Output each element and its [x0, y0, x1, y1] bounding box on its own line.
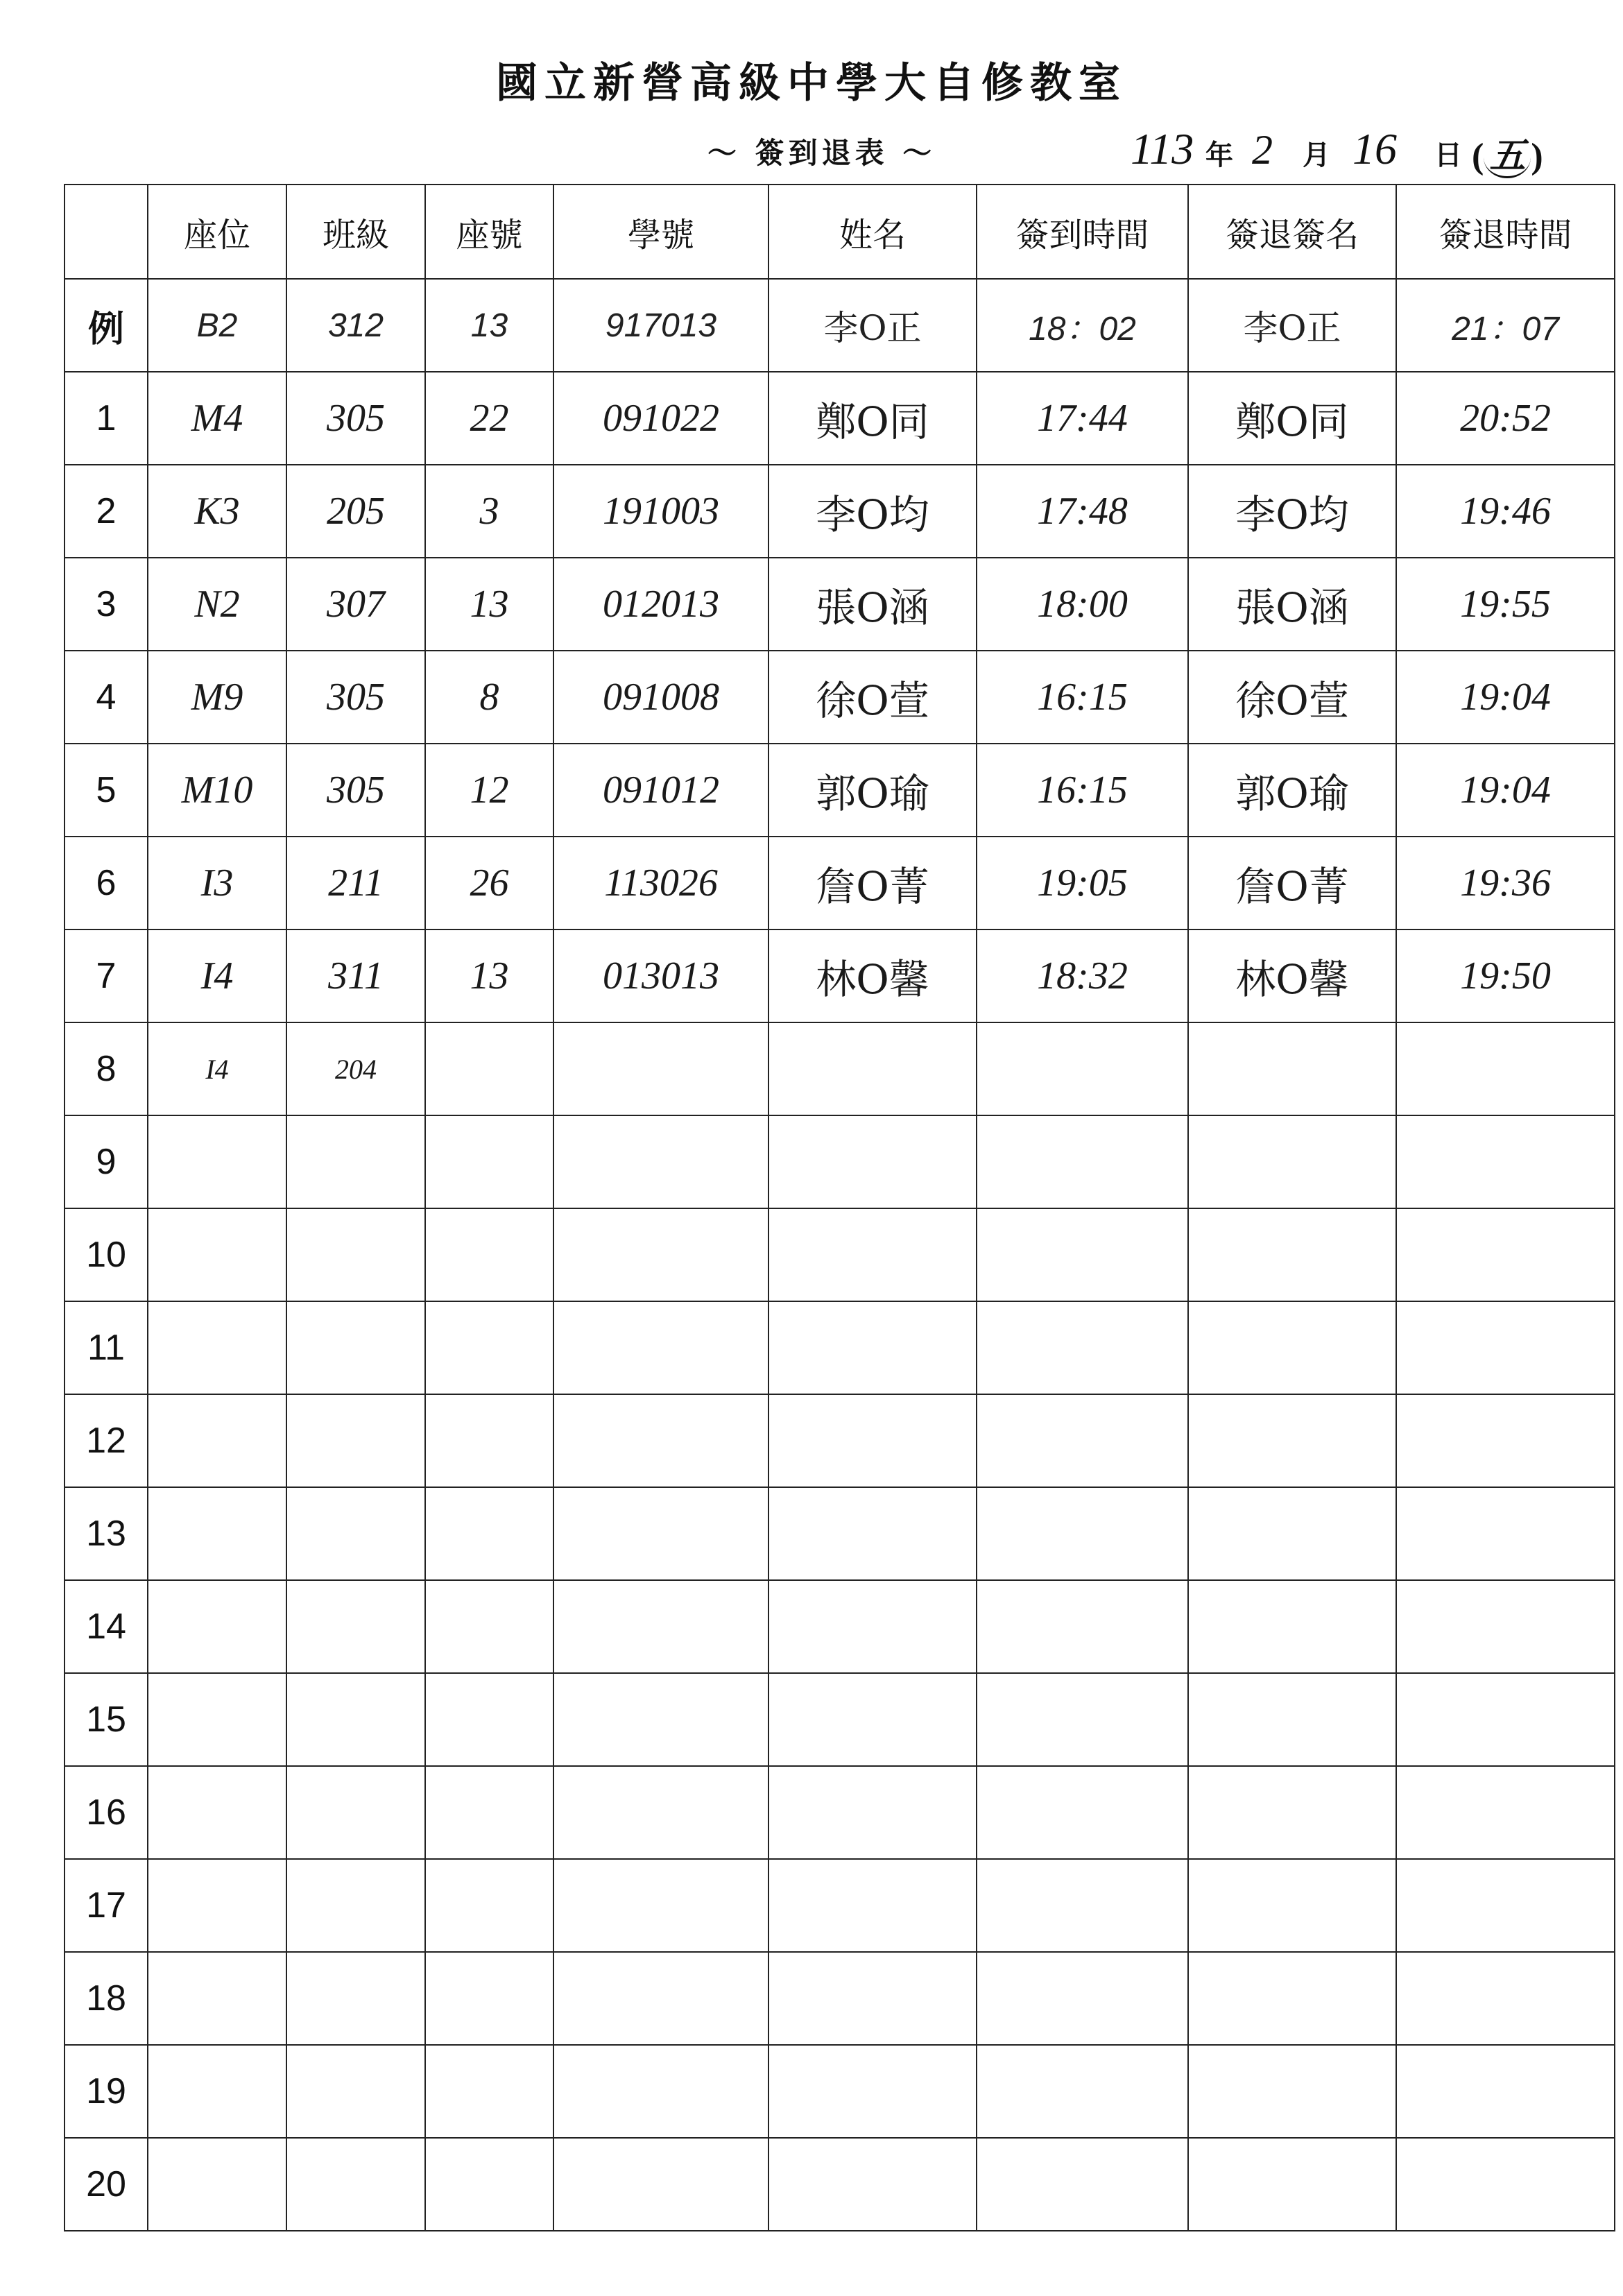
seat-cell [148, 2045, 286, 2138]
table-row [65, 2138, 1615, 2231]
row-number: 12 [65, 1394, 148, 1487]
signout-signature-cell [1188, 1487, 1396, 1580]
sign-in-time-cell: 16:15 [977, 651, 1188, 744]
class-cell [286, 1487, 425, 1580]
seat-cell [148, 1208, 286, 1301]
seat-cell [148, 1394, 286, 1487]
name-cell [768, 1394, 977, 1487]
class-cell: 305 [286, 651, 425, 744]
table-row [65, 1022, 1615, 1115]
example-class: 312 [286, 279, 425, 372]
row-number: 3 [65, 558, 148, 651]
class-cell [286, 1115, 425, 1208]
seat-cell: I3 [148, 837, 286, 929]
seat-cell [148, 1952, 286, 2045]
signout-signature-cell: 詹O菁 [1188, 837, 1396, 929]
student-id-cell [553, 1766, 768, 1859]
date-day-unit: 日 [1434, 139, 1462, 171]
row-number: 5 [65, 744, 148, 837]
name-cell: 張O涵 [768, 558, 977, 651]
class-cell [286, 1580, 425, 1673]
seat-number-cell: 22 [425, 372, 553, 465]
seat-cell [148, 1580, 286, 1673]
class-cell [286, 1952, 425, 2045]
sign-out-time-cell: 20:52 [1396, 372, 1615, 465]
sign-out-time-cell: 19:04 [1396, 651, 1615, 744]
name-cell [768, 1022, 977, 1115]
sign-in-time-cell [977, 1208, 1188, 1301]
sign-out-time-cell [1396, 1859, 1615, 1952]
example-signout-signature: 李O正 [1188, 279, 1396, 372]
table-row [65, 1952, 1615, 2045]
signout-signature-cell [1188, 1022, 1396, 1115]
sign-in-time-cell [977, 2045, 1188, 2138]
student-id-cell [553, 1580, 768, 1673]
name-cell: 鄭O同 [768, 372, 977, 465]
row-number: 20 [65, 2138, 148, 2231]
date-year-unit: 年 [1205, 139, 1233, 171]
student-id-cell [553, 1301, 768, 1394]
name-cell: 詹O菁 [768, 837, 977, 929]
date-weekday-value: 五 [1484, 137, 1531, 178]
row-number: 10 [65, 1208, 148, 1301]
seat-number-cell [425, 1487, 553, 1580]
signout-signature-cell [1188, 1766, 1396, 1859]
table-row [65, 1301, 1615, 1394]
table-row [65, 1859, 1615, 1952]
table-row [65, 1487, 1615, 1580]
sign-in-time-cell [977, 1022, 1188, 1115]
col-sign-in-time-header: 簽到時間 [977, 185, 1188, 279]
row-number: 2 [65, 465, 148, 558]
table-row [65, 744, 1615, 837]
sign-in-time-cell [977, 1115, 1188, 1208]
table-row [65, 929, 1615, 1022]
row-number: 11 [65, 1301, 148, 1394]
name-cell [768, 2138, 977, 2231]
seat-number-cell [425, 2138, 553, 2231]
signout-signature-cell [1188, 1394, 1396, 1487]
signout-signature-cell [1188, 1301, 1396, 1394]
col-sign-out-time-header: 簽退時間 [1396, 185, 1615, 279]
date-month: 2 [1252, 127, 1273, 173]
signout-signature-cell [1188, 2138, 1396, 2231]
seat-number-cell [425, 1208, 553, 1301]
student-id-cell [553, 1673, 768, 1766]
example-row [65, 279, 1615, 372]
student-id-cell: 091008 [553, 651, 768, 744]
sign-out-time-cell: 19:36 [1396, 837, 1615, 929]
signout-signature-cell [1188, 1952, 1396, 2045]
class-cell: 204 [286, 1022, 425, 1115]
name-cell [768, 2045, 977, 2138]
row-number: 13 [65, 1487, 148, 1580]
date-day: 16 [1352, 124, 1397, 173]
table-header-row [65, 185, 1615, 279]
student-id-cell: 091012 [553, 744, 768, 837]
seat-cell: N2 [148, 558, 286, 651]
signout-signature-cell: 李O均 [1188, 465, 1396, 558]
class-cell: 205 [286, 465, 425, 558]
row-number: 15 [65, 1673, 148, 1766]
student-id-cell [553, 2045, 768, 2138]
seat-number-cell: 13 [425, 558, 553, 651]
name-cell [768, 1115, 977, 1208]
sign-in-time-cell [977, 2138, 1188, 2231]
class-cell [286, 1766, 425, 1859]
name-cell: 李O均 [768, 465, 977, 558]
seat-cell [148, 1115, 286, 1208]
class-cell [286, 2138, 425, 2231]
signout-signature-cell: 徐O萱 [1188, 651, 1396, 744]
sign-in-time-cell [977, 1766, 1188, 1859]
row-number: 17 [65, 1859, 148, 1952]
seat-number-cell [425, 1952, 553, 2045]
student-id-cell [553, 2138, 768, 2231]
date-year: 113 [1131, 124, 1194, 173]
signout-signature-cell: 鄭O同 [1188, 372, 1396, 465]
name-cell [768, 1859, 977, 1952]
col-class-header: 班級 [286, 185, 425, 279]
sign-in-time-cell [977, 1301, 1188, 1394]
sign-in-time-cell: 17:48 [977, 465, 1188, 558]
col-signout-signature-header: 簽退簽名 [1188, 185, 1396, 279]
sign-table [64, 184, 1615, 2231]
sign-out-time-cell [1396, 1952, 1615, 2045]
example-sign-out-time: 21：07 [1396, 279, 1615, 372]
example-number: 13 [425, 279, 553, 372]
date-month-unit: 月 [1303, 139, 1330, 171]
row-number: 8 [65, 1022, 148, 1115]
page-title: 國立新營高級中學大自修教室 [496, 59, 1127, 108]
seat-number-cell: 26 [425, 837, 553, 929]
class-cell [286, 1208, 425, 1301]
student-id-cell: 191003 [553, 465, 768, 558]
seat-number-cell [425, 1301, 553, 1394]
table-row [65, 1115, 1615, 1208]
name-cell [768, 1301, 977, 1394]
example-seat: B2 [148, 279, 286, 372]
signout-signature-cell [1188, 1580, 1396, 1673]
seat-number-cell [425, 1115, 553, 1208]
sign-out-time-cell [1396, 1301, 1615, 1394]
signout-signature-cell [1188, 1208, 1396, 1301]
seat-cell: K3 [148, 465, 286, 558]
table-row [65, 1208, 1615, 1301]
student-id-cell: 091022 [553, 372, 768, 465]
seat-number-cell [425, 1766, 553, 1859]
signout-signature-cell: 郭O瑜 [1188, 744, 1396, 837]
col-name-header: 姓名 [768, 185, 977, 279]
sign-out-time-cell: 19:04 [1396, 744, 1615, 837]
sign-in-time-cell: 16:15 [977, 744, 1188, 837]
sign-out-time-cell: 19:55 [1396, 558, 1615, 651]
seat-number-cell [425, 2045, 553, 2138]
seat-number-cell: 12 [425, 744, 553, 837]
seat-number-cell [425, 1022, 553, 1115]
sign-out-time-cell [1396, 2045, 1615, 2138]
sign-in-time-cell: 18:32 [977, 929, 1188, 1022]
sign-in-time-cell: 19:05 [977, 837, 1188, 929]
student-id-cell: 012013 [553, 558, 768, 651]
seat-cell: M10 [148, 744, 286, 837]
table-row [65, 837, 1615, 929]
table-row [65, 2045, 1615, 2138]
signout-signature-cell: 林O馨 [1188, 929, 1396, 1022]
class-cell: 311 [286, 929, 425, 1022]
row-number: 1 [65, 372, 148, 465]
sign-out-time-cell [1396, 1673, 1615, 1766]
sign-in-time-cell [977, 1859, 1188, 1952]
name-cell [768, 1208, 977, 1301]
date-weekday: ( 五 ) [1472, 126, 1543, 178]
student-id-cell [553, 1208, 768, 1301]
example-student-id: 917013 [553, 279, 768, 372]
class-cell [286, 2045, 425, 2138]
name-cell [768, 1952, 977, 2045]
class-cell: 305 [286, 744, 425, 837]
sign-in-time-cell [977, 1952, 1188, 2045]
sign-in-time-cell [977, 1487, 1188, 1580]
sign-out-time-cell [1396, 1208, 1615, 1301]
row-number: 19 [65, 2045, 148, 2138]
col-seat-header: 座位 [148, 185, 286, 279]
table-row [65, 1766, 1615, 1859]
sign-out-time-cell [1396, 1022, 1615, 1115]
sign-out-time-cell [1396, 1115, 1615, 1208]
signout-signature-cell [1188, 1673, 1396, 1766]
seat-cell [148, 1766, 286, 1859]
seat-cell [148, 1673, 286, 1766]
signout-signature-cell: 張O涵 [1188, 558, 1396, 651]
student-id-cell [553, 1022, 768, 1115]
class-cell: 305 [286, 372, 425, 465]
seat-number-cell [425, 1580, 553, 1673]
sign-in-time-cell: 17:44 [977, 372, 1188, 465]
name-cell [768, 1673, 977, 1766]
seat-cell [148, 1301, 286, 1394]
seat-cell: M4 [148, 372, 286, 465]
sign-in-time-cell [977, 1580, 1188, 1673]
table-row [65, 651, 1615, 744]
signout-signature-cell [1188, 1115, 1396, 1208]
name-cell [768, 1766, 977, 1859]
signout-signature-cell [1188, 1859, 1396, 1952]
seat-number-cell [425, 1673, 553, 1766]
sign-in-time-cell [977, 1394, 1188, 1487]
name-cell: 林O馨 [768, 929, 977, 1022]
class-cell: 307 [286, 558, 425, 651]
seat-number-cell [425, 1859, 553, 1952]
row-number: 14 [65, 1580, 148, 1673]
table-row [65, 558, 1615, 651]
row-number: 4 [65, 651, 148, 744]
table-row [65, 372, 1615, 465]
sign-out-time-cell [1396, 1766, 1615, 1859]
date-line [1131, 123, 1602, 179]
signout-signature-cell [1188, 2045, 1396, 2138]
col-student-id-header: 學號 [553, 185, 768, 279]
class-cell [286, 1394, 425, 1487]
row-number: 6 [65, 837, 148, 929]
seat-cell [148, 2138, 286, 2231]
student-id-cell [553, 1952, 768, 2045]
seat-cell: I4 [148, 929, 286, 1022]
seat-number-cell: 8 [425, 651, 553, 744]
seat-number-cell: 3 [425, 465, 553, 558]
seat-number-cell [425, 1394, 553, 1487]
seat-number-cell: 13 [425, 929, 553, 1022]
sign-out-time-cell [1396, 1394, 1615, 1487]
class-cell [286, 1673, 425, 1766]
class-cell: 211 [286, 837, 425, 929]
row-number: 9 [65, 1115, 148, 1208]
sign-out-time-cell [1396, 2138, 1615, 2231]
class-cell [286, 1859, 425, 1952]
sign-in-time-cell: 18:00 [977, 558, 1188, 651]
col-index-header [65, 185, 148, 279]
seat-cell: M9 [148, 651, 286, 744]
sign-out-time-cell [1396, 1487, 1615, 1580]
example-name: 李O正 [768, 279, 977, 372]
sign-out-time-cell: 19:50 [1396, 929, 1615, 1022]
example-sign-in-time: 18：02 [977, 279, 1188, 372]
row-number: 7 [65, 929, 148, 1022]
name-cell: 徐O萱 [768, 651, 977, 744]
student-id-cell [553, 1487, 768, 1580]
page-subtitle: ～ 簽到退表 ～ [707, 136, 936, 170]
col-number-header: 座號 [425, 185, 553, 279]
class-cell [286, 1301, 425, 1394]
student-id-cell: 013013 [553, 929, 768, 1022]
sign-in-time-cell [977, 1673, 1188, 1766]
table-row [65, 465, 1615, 558]
student-id-cell [553, 1394, 768, 1487]
seat-cell [148, 1859, 286, 1952]
example-label: 例 [65, 279, 148, 372]
table-row [65, 1673, 1615, 1766]
name-cell [768, 1580, 977, 1673]
name-cell: 郭O瑜 [768, 744, 977, 837]
sign-out-time-cell [1396, 1580, 1615, 1673]
student-id-cell [553, 1115, 768, 1208]
sign-out-time-cell: 19:46 [1396, 465, 1615, 558]
seat-cell [148, 1487, 286, 1580]
row-number: 18 [65, 1952, 148, 2045]
row-number: 16 [65, 1766, 148, 1859]
student-id-cell: 113026 [553, 837, 768, 929]
seat-cell: I4 [148, 1022, 286, 1115]
name-cell [768, 1487, 977, 1580]
table-row [65, 1580, 1615, 1673]
table-row [65, 1394, 1615, 1487]
student-id-cell [553, 1859, 768, 1952]
